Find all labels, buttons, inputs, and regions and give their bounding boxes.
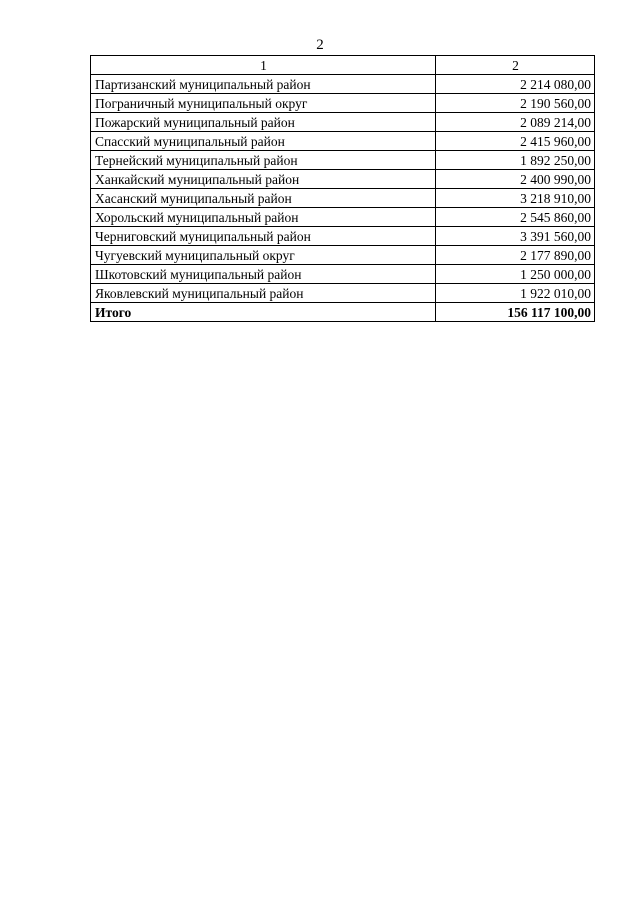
district-name: Яковлевский муниципальный район <box>91 284 436 303</box>
district-name: Спасский муниципальный район <box>91 132 436 151</box>
district-amount: 2 545 860,00 <box>436 208 595 227</box>
table-row <box>91 170 595 189</box>
district-amount: 2 177 890,00 <box>436 246 595 265</box>
table-row <box>91 132 595 151</box>
table-row <box>91 113 595 132</box>
table-header-row <box>91 56 595 75</box>
district-name: Ханкайский муниципальный район <box>91 170 436 189</box>
district-name: Чугуевский муниципальный округ <box>91 246 436 265</box>
table-row <box>91 151 595 170</box>
table-row <box>91 284 595 303</box>
district-amount: 1 250 000,00 <box>436 265 595 284</box>
district-amount: 1 922 010,00 <box>436 284 595 303</box>
district-amount: 2 089 214,00 <box>436 113 595 132</box>
district-amount: 3 218 910,00 <box>436 189 595 208</box>
total-label: Итого <box>91 303 436 322</box>
district-name: Пожарский муниципальный район <box>91 113 436 132</box>
district-name: Черниговский муниципальный район <box>91 227 436 246</box>
district-amount: 2 415 960,00 <box>436 132 595 151</box>
total-row <box>91 303 595 322</box>
column-header-1: 1 <box>91 56 436 75</box>
total-amount: 156 117 100,00 <box>436 303 595 322</box>
district-name: Хорольский муниципальный район <box>91 208 436 227</box>
district-amount: 1 892 250,00 <box>436 151 595 170</box>
district-amount: 2 214 080,00 <box>436 75 595 94</box>
table-row <box>91 227 595 246</box>
district-amount: 3 391 560,00 <box>436 227 595 246</box>
table-row <box>91 94 595 113</box>
district-name: Партизанский муниципальный район <box>91 75 436 94</box>
allocation-table <box>90 55 595 322</box>
column-header-2: 2 <box>436 56 595 75</box>
district-amount: 2 190 560,00 <box>436 94 595 113</box>
table-row <box>91 265 595 284</box>
district-name: Пограничный муниципальный округ <box>91 94 436 113</box>
district-name: Тернейский муниципальный район <box>91 151 436 170</box>
table-row <box>91 189 595 208</box>
table-row <box>91 75 595 94</box>
district-name: Шкотовский муниципальный район <box>91 265 436 284</box>
district-amount: 2 400 990,00 <box>436 170 595 189</box>
page-number: 2 <box>316 37 324 53</box>
table-row <box>91 246 595 265</box>
district-name: Хасанский муниципальный район <box>91 189 436 208</box>
table-row <box>91 208 595 227</box>
